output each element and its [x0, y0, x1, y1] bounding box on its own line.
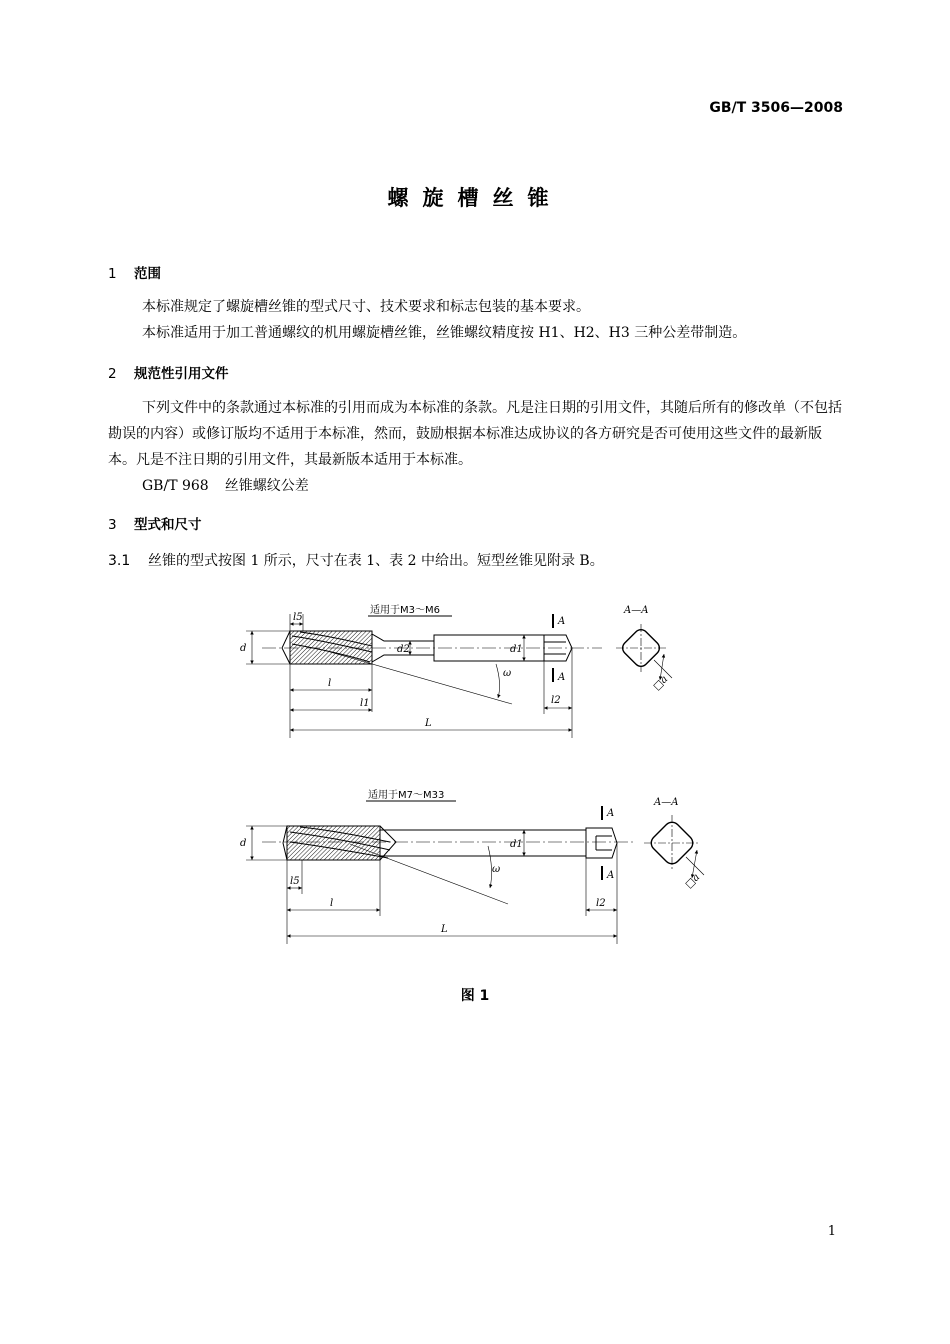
clause-number: 3.1 — [108, 553, 131, 569]
reference-title: 丝锥螺纹公差 — [224, 478, 309, 494]
tap-tip — [282, 631, 290, 664]
section-title: 型式和尺寸 — [134, 517, 202, 533]
label-l2: l2 — [551, 695, 561, 706]
label-L: L — [425, 718, 432, 729]
label-d1: d1 — [510, 839, 523, 850]
section-mark-a: A — [607, 870, 615, 881]
section-mark-a: A — [558, 616, 566, 627]
label-l: l — [328, 678, 332, 689]
label-d1: d1 — [510, 644, 523, 655]
label-d: d — [240, 838, 247, 849]
section-mark-a: A — [558, 672, 566, 683]
tap-view-small — [240, 604, 672, 738]
label-a: □a — [651, 673, 671, 693]
reference-code: GB/T 968 — [142, 478, 209, 494]
label-l1: l1 — [360, 698, 370, 709]
figure-caption: 图 1 — [460, 988, 490, 1004]
scope-paragraph-2: 本标准适用于加工普通螺纹的机用螺旋槽丝锥，丝锥螺纹精度按 H1、H2、H3 三种公差带制造。 — [142, 325, 747, 341]
scope-paragraph-1: 本标准规定了螺旋槽丝锥的型式尺寸、技术要求和标志包装的基本要求。 — [142, 299, 590, 315]
standard-number: GB/T 3506—2008 — [709, 100, 843, 116]
label-a: □a — [683, 871, 703, 891]
flute-run-out — [380, 826, 396, 860]
document-title: 螺旋槽丝锥 — [387, 186, 563, 210]
helix-angle-line — [330, 652, 512, 704]
label-l5: l5 — [290, 876, 300, 887]
label-l5: l5 — [293, 612, 303, 623]
label-d2: d2 — [397, 644, 410, 655]
label-L: L — [441, 924, 448, 935]
label-omega: ω — [503, 668, 512, 679]
section-number: 2 — [108, 366, 117, 382]
label-omega: ω — [492, 864, 501, 875]
label-l: l — [330, 898, 334, 909]
helix-angle-line — [350, 844, 508, 904]
tap-view-large — [240, 789, 704, 944]
page-number: 1 — [827, 1224, 836, 1239]
helix-angle-arc — [496, 664, 500, 698]
square-drive — [586, 828, 617, 858]
clause-text: 丝锥的型式按图 1 所示，尺寸在表 1、表 2 中给出。短型丝锥见附录 B。 — [148, 553, 604, 569]
normative-references-paragraph: 下列文件中的条款通过本标准的引用而成为本标准的条款。凡是注日期的引用文件，其随后所有的修改单（不包括勘误的内容）或修订版均不适用于本标准，然而，鼓励根据本标准达成协议的各方研究是否可使用这些文件的最新版本。凡是不注日期的引用文件，其最新版本适用于本标准。 — [108, 400, 842, 468]
label-d: d — [240, 643, 247, 654]
section-number: 1 — [108, 266, 117, 282]
tap-shank — [380, 830, 586, 856]
tap-tip — [283, 826, 287, 860]
section-view-label: A—A — [654, 797, 679, 808]
section-view-label: A—A — [624, 605, 649, 616]
section-title: 规范性引用文件 — [134, 366, 229, 382]
applicability-label: 适用于M7～M33 — [368, 790, 445, 801]
label-l2: l2 — [596, 898, 606, 909]
applicability-label: 适用于M3～M6 — [370, 605, 440, 616]
section-title: 范围 — [134, 266, 161, 282]
section-mark-a: A — [607, 808, 615, 819]
section-number: 3 — [108, 517, 117, 533]
